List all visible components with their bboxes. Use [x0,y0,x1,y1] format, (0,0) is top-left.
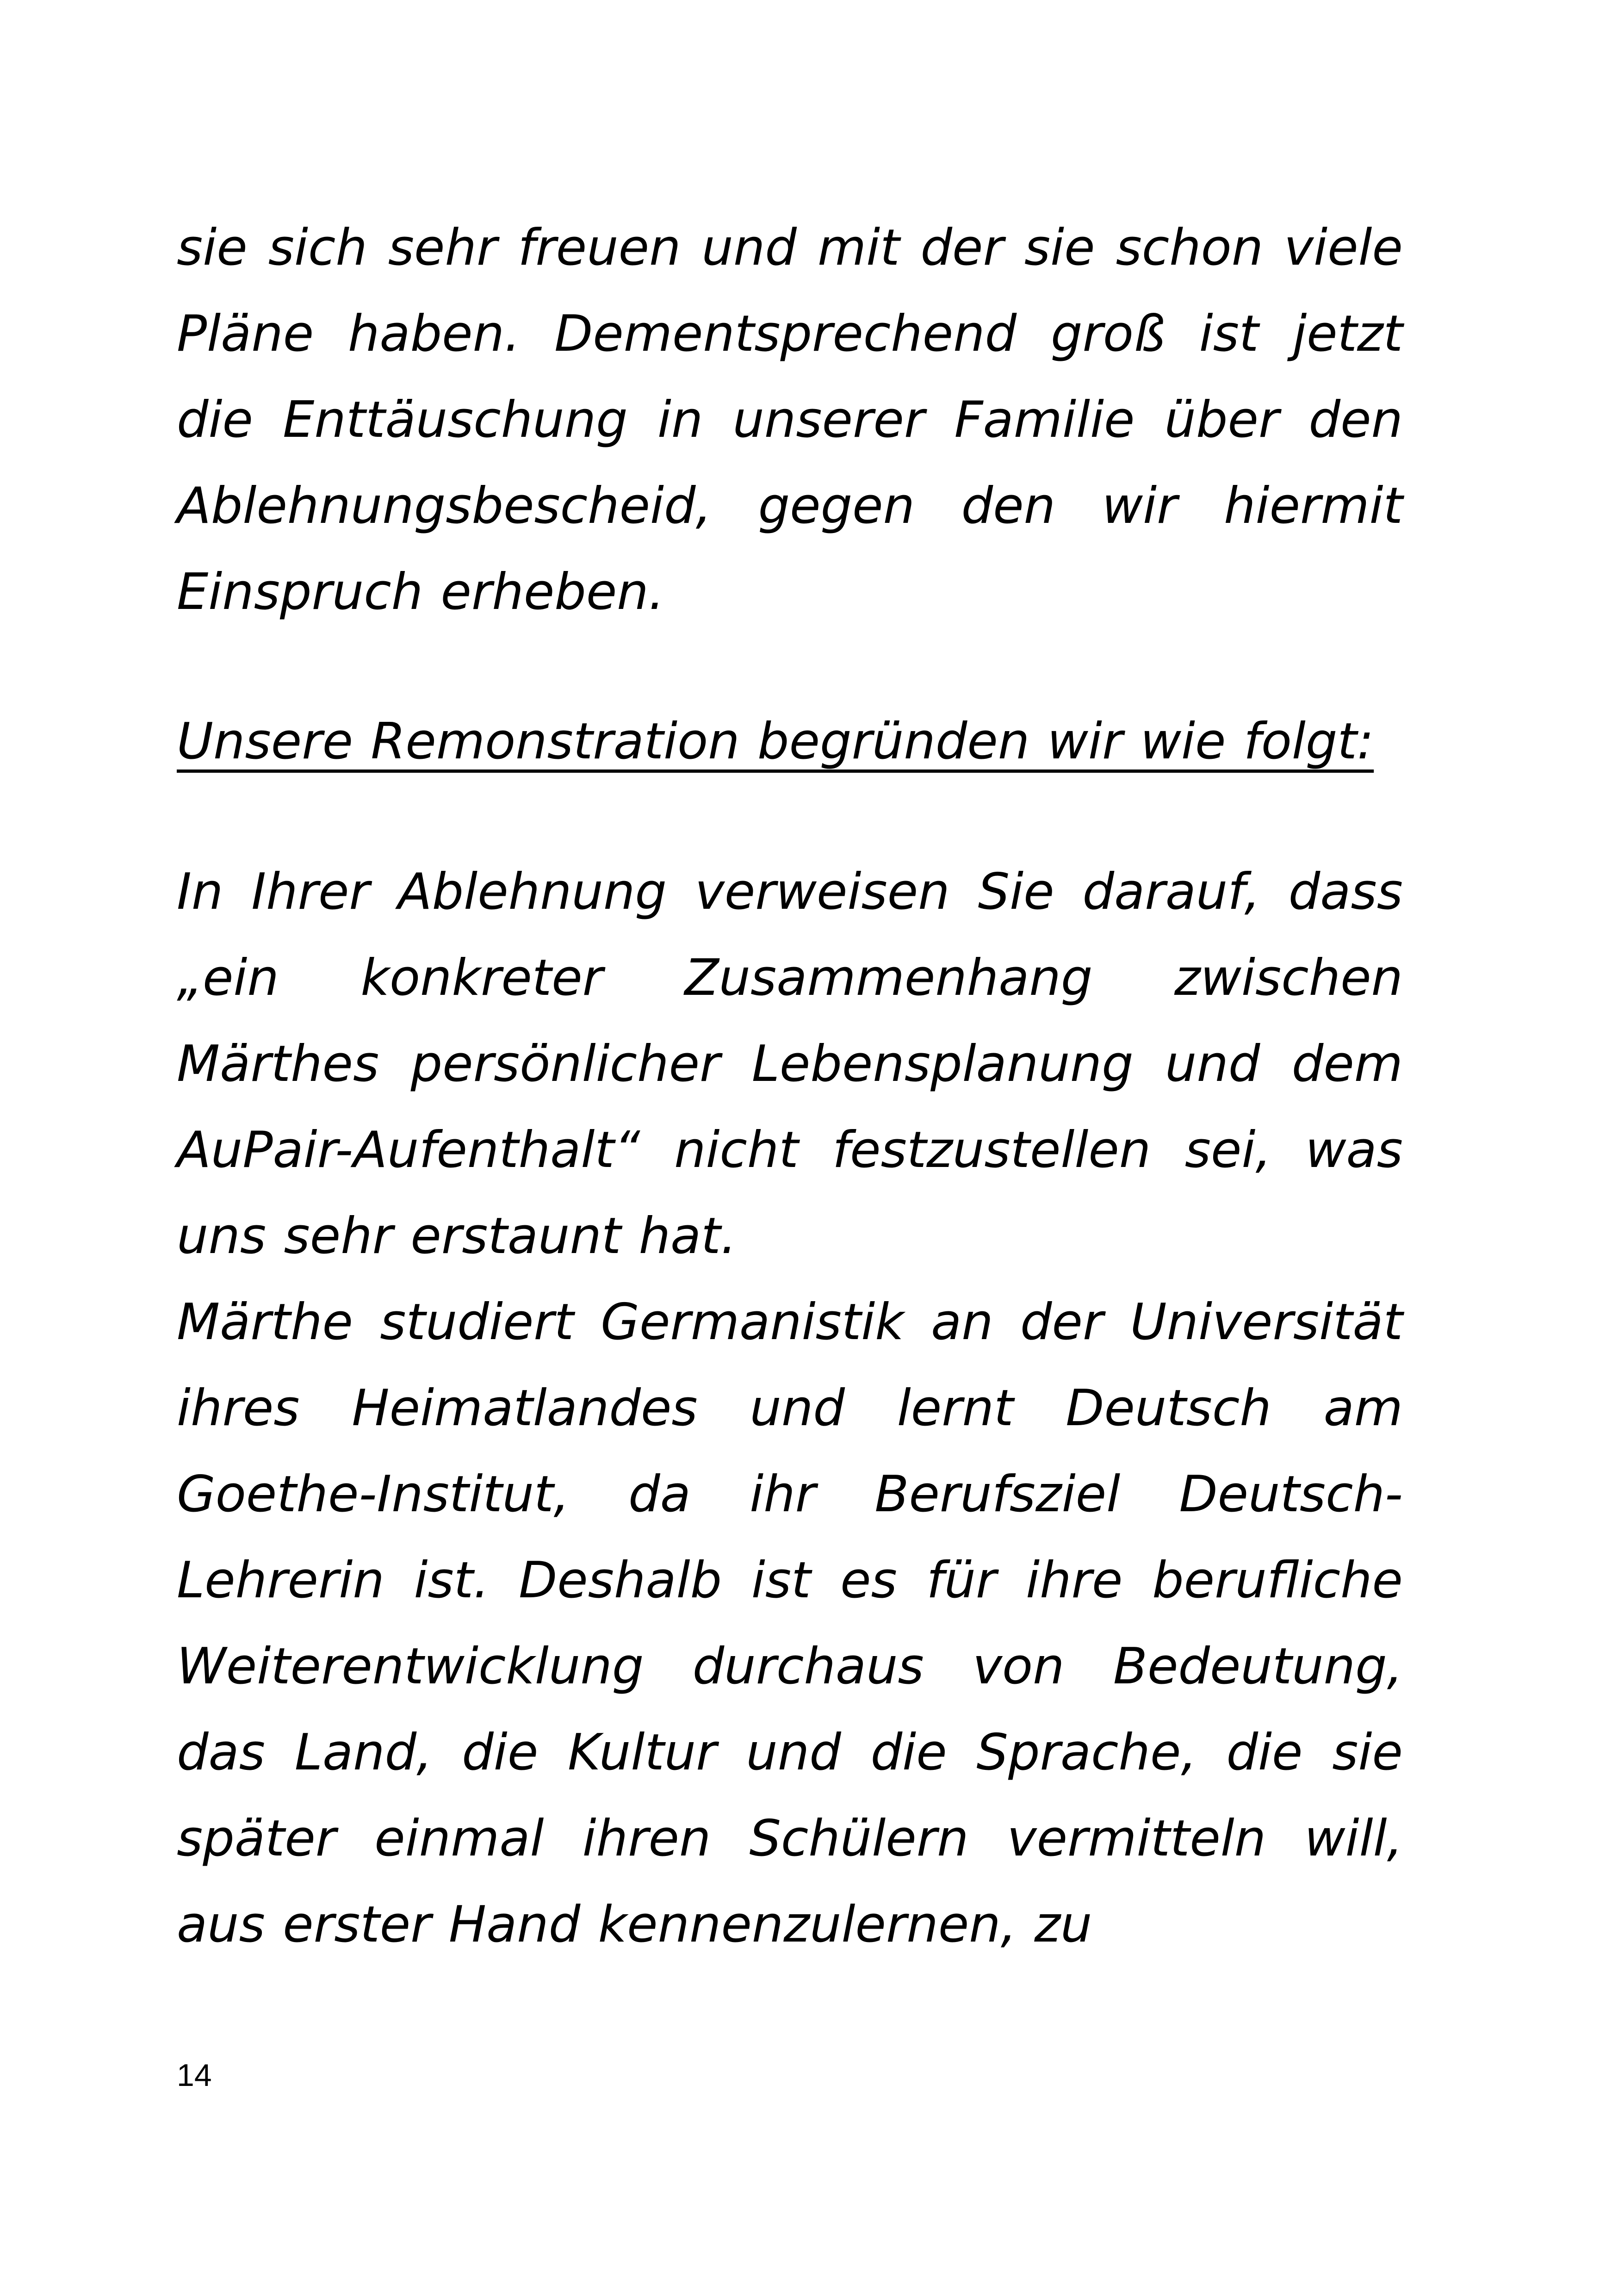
paragraph-study [177,1279,1403,1968]
section-heading [177,699,1403,785]
paragraph-text: Märthe studiert Germanistik an der Universität ihres Heimatlandes und lernt Deutsch am Goethe-Institut, da ihr Berufsziel Deutsch-Lehrerin ist. Deshalb ist es für ihre berufliche Weiterentwicklung durchaus von Bedeutung, das Land, die Kultur und die Sprache, die sie später einmal ihren Schülern vermitteln will, aus erster Hand kennenzulernen, zu [177,1293,1403,1954]
page-number: 14 [177,2058,212,2093]
paragraph-text: In Ihrer Ablehnung verweisen Sie darauf, dass „ein konkreter Zusammenhang zwischen Märthes persönlicher Lebensplanung und dem AuPair-Aufenthalt“ nicht festzustellen sei, was uns sehr erstaunt hat. [177,863,1403,1265]
paragraph-text: sie sich sehr freuen und mit der sie schon viele Pläne haben. Dementsprechend groß ist jetzt die Enttäuschung in unserer Familie über den Ablehnungsbescheid, gegen den wir hiermit Einspruch erheben. [177,219,1403,621]
paragraph-rejection [177,849,1403,1279]
remonstration-heading: Unsere Remonstration begründen wir wie folgt: [177,713,1374,770]
paragraph-intro [177,205,1403,635]
